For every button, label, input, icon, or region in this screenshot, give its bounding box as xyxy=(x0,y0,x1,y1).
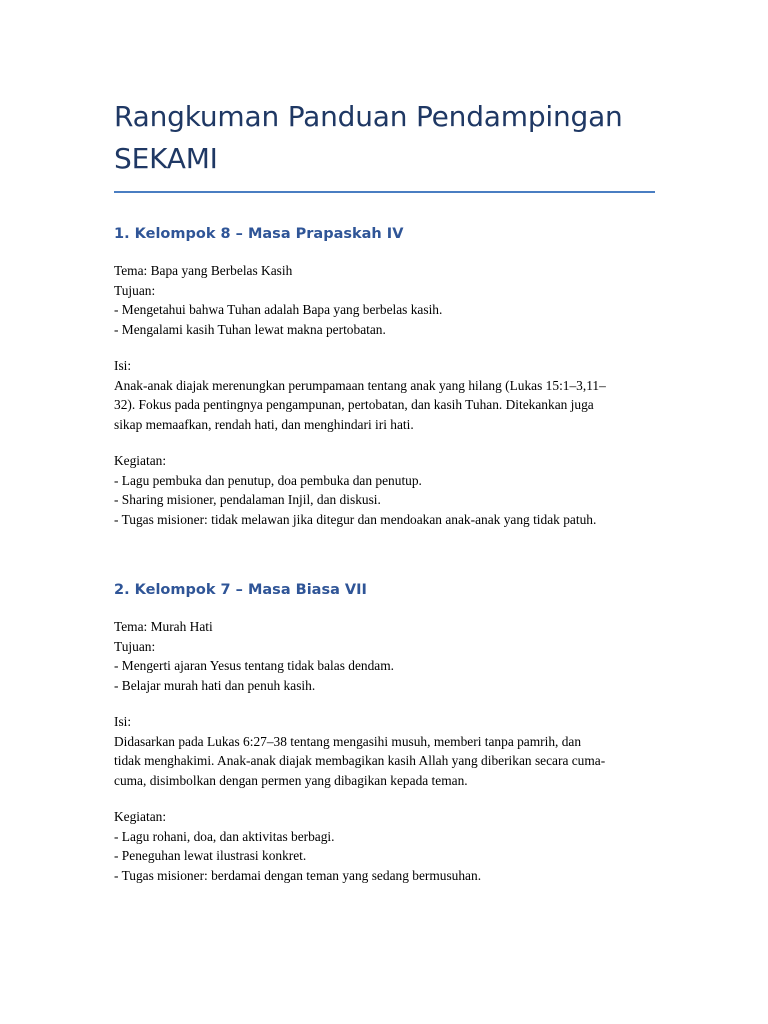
paragraph-gap xyxy=(114,434,656,451)
isi-text-line: Didasarkan pada Lukas 6:27–38 tentang mengasihi musuh, memberi tanpa pamrih, dan xyxy=(114,733,582,749)
tujuan-item: - Mengalami kasih Tuhan lewat makna pertobatan. xyxy=(114,321,386,337)
section-body xyxy=(114,261,656,529)
tujuan-item: - Mengetahui bahwa Tuhan adalah Bapa yang berbelas kasih. xyxy=(114,302,443,317)
kegiatan-label: Kegiatan: xyxy=(114,809,167,824)
kegiatan-item: - Tugas misioner: berdamai dengan teman yang sedang bermusuhan. xyxy=(114,867,482,883)
document-title-line-1: Rangkuman Panduan Pendampingan xyxy=(114,100,623,133)
kegiatan-item: - Sharing misioner, pendalaman Injil, dan diskusi. xyxy=(114,492,381,507)
document-title-line-2: SEKAMI xyxy=(114,142,218,175)
isi-text-line: cuma, disimbolkan dengan permen yang dibagikan kepada teman. xyxy=(114,772,468,788)
paragraph-gap xyxy=(114,695,656,712)
isi-text-line: 32). Fokus pada pentingnya pengampunan, pertobatan, dan kasih Tuhan. Ditekankan juga xyxy=(114,397,594,412)
paragraph-gap xyxy=(114,790,656,807)
tema-line: Tema: Murah Hati xyxy=(114,619,213,634)
tema-line: Tema: Bapa yang Berbelas Kasih xyxy=(114,263,293,278)
section-heading: 2. Kelompok 7 – Masa Biasa VII xyxy=(114,582,367,598)
section-kelompok-7 xyxy=(114,580,656,885)
document-title xyxy=(114,96,656,180)
tujuan-label: Tujuan: xyxy=(114,638,156,654)
section-kelompok-8 xyxy=(114,224,656,529)
title-underline-rule xyxy=(114,191,655,193)
section-heading: 1. Kelompok 8 – Masa Prapaskah IV xyxy=(114,226,404,242)
kegiatan-item: - Lagu pembuka dan penutup, doa pembuka dan penutup. xyxy=(114,472,422,488)
kegiatan-item: - Tugas misioner: tidak melawan jika ditegur dan mendoakan anak-anak yang tidak patuh. xyxy=(114,511,597,527)
isi-label: Isi: xyxy=(114,358,132,373)
isi-text-line: tidak menghakimi. Anak-anak diajak membagikan kasih Allah yang diberikan secara cuma- xyxy=(114,753,606,768)
isi-text-line: Anak-anak diajak merenungkan perumpamaan tentang anak yang hilang (Lukas 15:1–3,11– xyxy=(114,377,606,393)
tujuan-item: - Belajar murah hati dan penuh kasih. xyxy=(114,677,316,693)
kegiatan-label: Kegiatan: xyxy=(114,453,167,468)
tujuan-label: Tujuan: xyxy=(114,282,156,298)
isi-text-line: sikap memaafkan, rendah hati, dan menghindari iri hati. xyxy=(114,416,414,432)
section-body xyxy=(114,617,656,885)
document-page xyxy=(114,96,656,885)
kegiatan-item: - Peneguhan lewat ilustrasi konkret. xyxy=(114,848,307,863)
paragraph-gap xyxy=(114,339,656,356)
kegiatan-item: - Lagu rohani, doa, dan aktivitas berbagi. xyxy=(114,828,335,844)
tujuan-item: - Mengerti ajaran Yesus tentang tidak balas dendam. xyxy=(114,658,395,673)
isi-label: Isi: xyxy=(114,714,132,729)
